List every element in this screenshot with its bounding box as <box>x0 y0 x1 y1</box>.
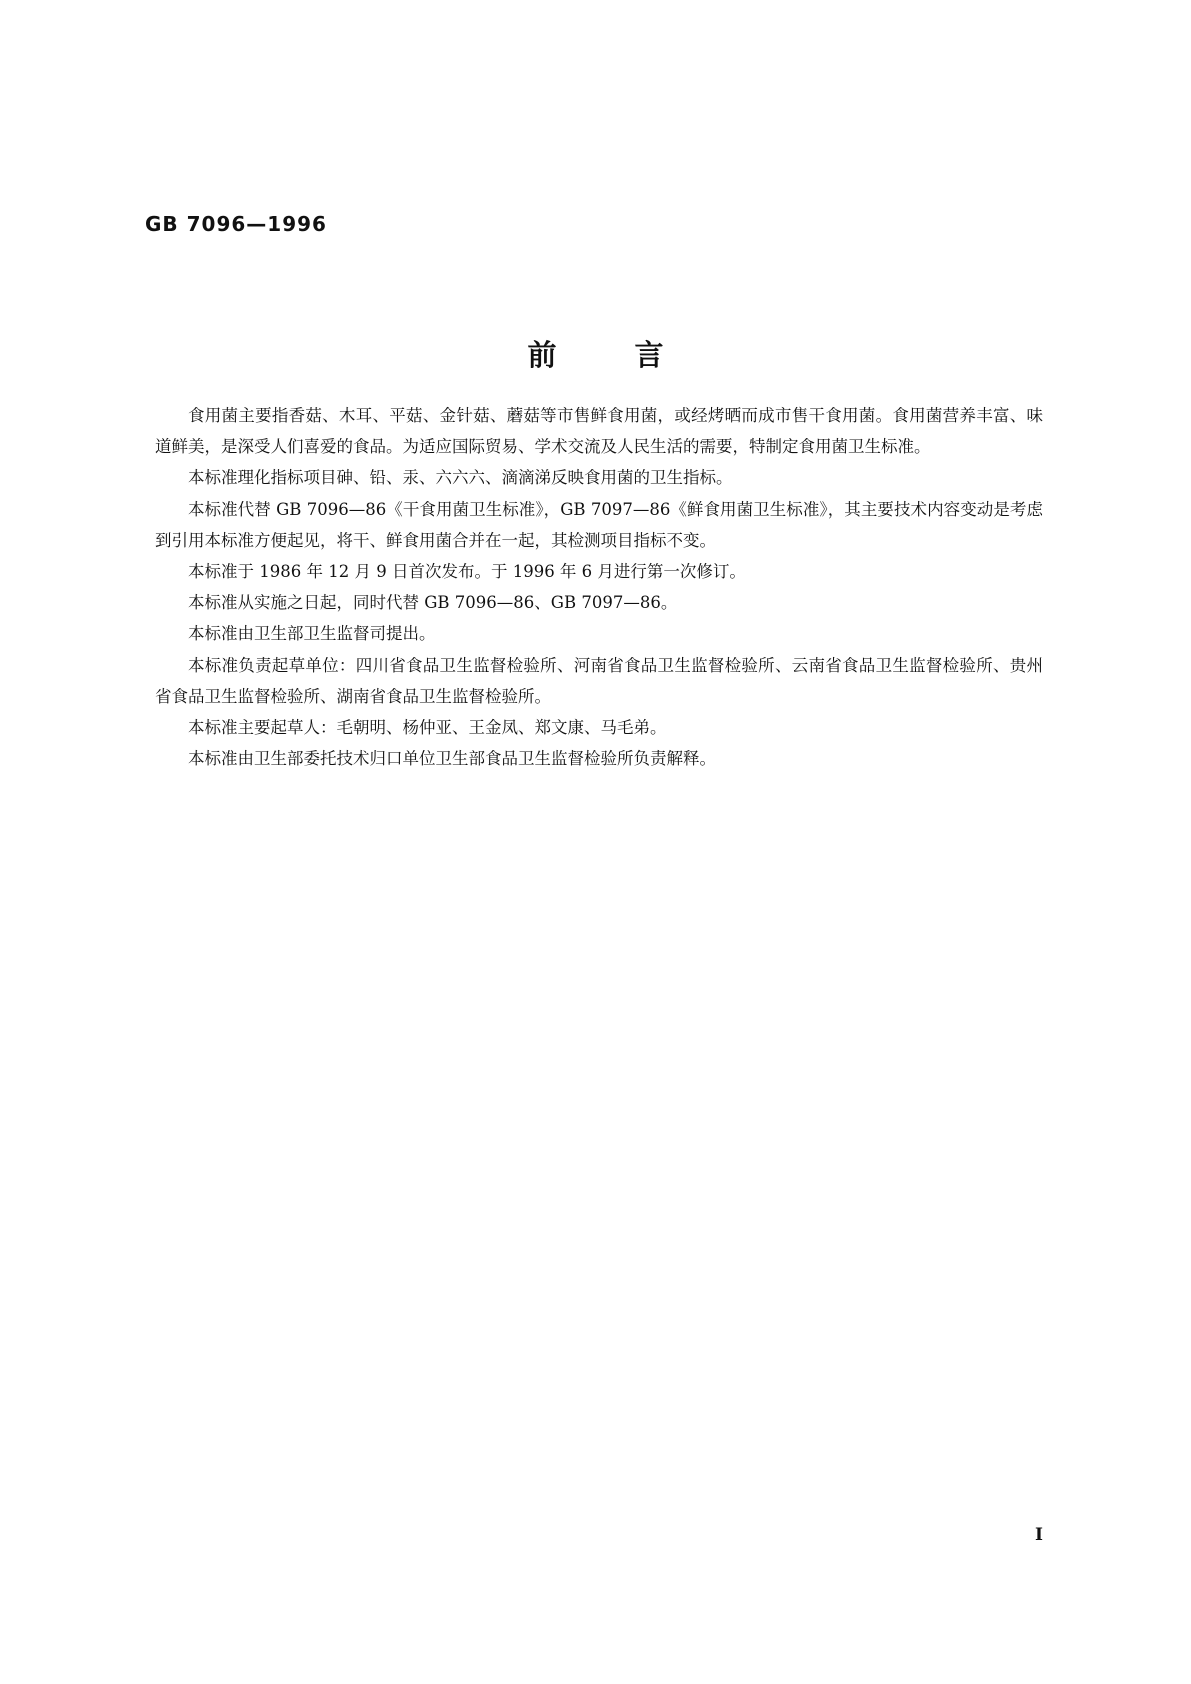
preface-title: 前言 <box>527 338 742 372</box>
preface-paragraph: 本标准由卫生部卫生监督司提出。 <box>188 624 436 644</box>
standard-code: GB 7096—1996 <box>145 212 327 236</box>
page-number: I <box>1035 1525 1043 1545</box>
preface-paragraph: 本标准负责起草单位：四川省食品卫生监督检验所、河南省食品卫生监督检验所、云南省食品卫生监督检验所、贵州省食品卫生监督检验所、湖南省食品卫生监督检验所。 <box>155 655 1043 706</box>
preface-paragraph: 本标准于 1986 年 12 月 9 日首次发布。于 1996 年 6 月进行第一次修订。 <box>188 562 746 582</box>
preface-paragraph: 本标准理化指标项目砷、铅、汞、六六六、滴滴涕反映食用菌的卫生指标。 <box>188 468 733 488</box>
preface-paragraph: 本标准由卫生部委托技术归口单位卫生部食品卫生监督检验所负责解释。 <box>188 749 716 769</box>
preface-paragraph: 本标准从实施之日起，同时代替 GB 7096—86、GB 7097—86。 <box>188 593 678 613</box>
preface-body <box>155 400 1043 774</box>
preface-paragraph: 本标准主要起草人：毛朝明、杨仲亚、王金凤、郑文康、马毛弟。 <box>188 718 667 738</box>
preface-paragraph: 食用菌主要指香菇、木耳、平菇、金针菇、蘑菇等市售鲜食用菌，或经烤晒而成市售干食用菌。食用菌营养丰富、味道鲜美，是深受人们喜爱的食品。为适应国际贸易、学术交流及人民生活的需要，特制定食用菌卫生标准。 <box>155 406 1043 457</box>
preface-paragraph: 本标准代替 GB 7096—86《干食用菌卫生标准》，GB 7097—86《鲜食用菌卫生标准》，其主要技术内容变动是考虑到引用本标准方便起见，将干、鲜食用菌合并在一起，其检测项目指标不变。 <box>155 499 1043 550</box>
